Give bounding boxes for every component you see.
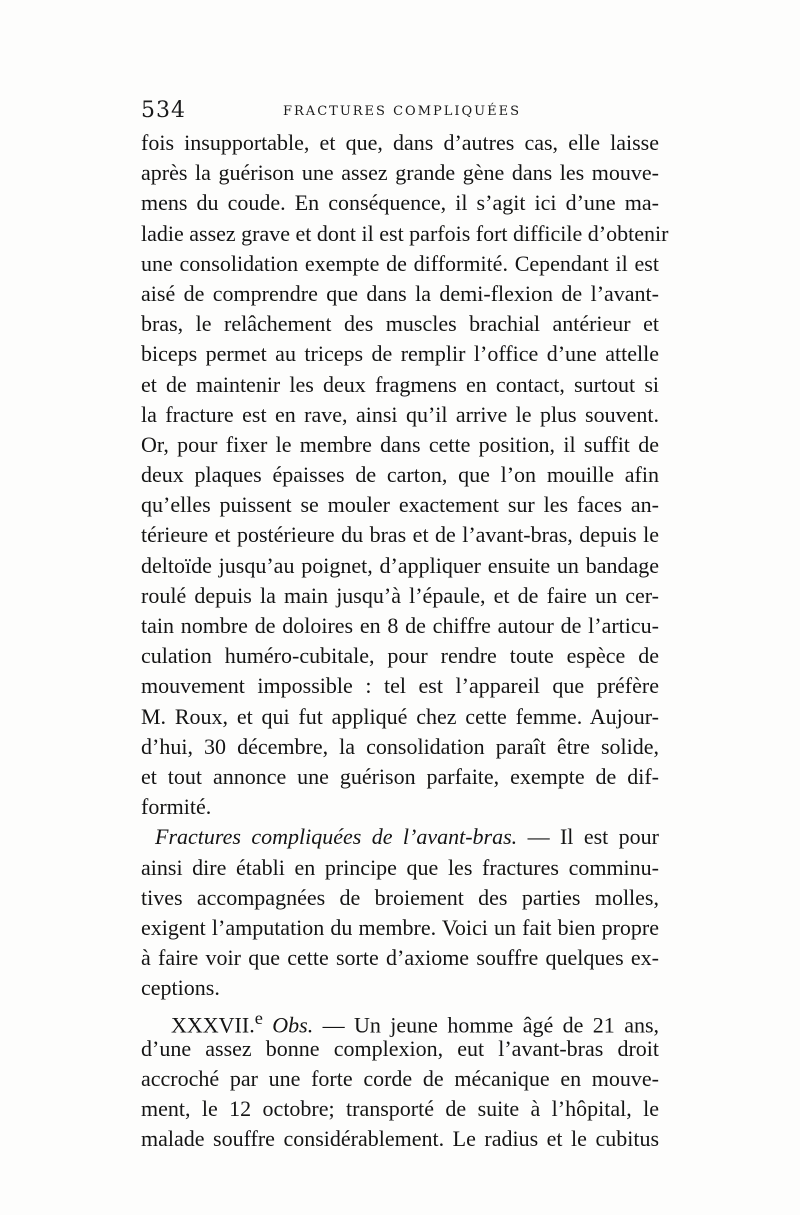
text-line: ladie assez grave et dont il est parfois fort difficile d’obtenir [141,220,669,246]
text-line: fois insupportable, et que, dans d’autres cas, elle laisse [141,130,659,155]
text-line: ceptions. [141,975,220,1001]
text-line: M. Roux, et qui fut appliqué chez cette femme. Aujour- [141,703,659,729]
text-line: tives accompagnées de broiement des parties molles, [141,884,659,910]
text-line: deltoïde jusqu’au poignet, d’appliquer ensuite un bandage [141,552,659,578]
text-line: térieure et postérieure du bras et de l’avant-bras, depuis le [141,522,659,548]
observation-label: Obs. [272,1012,314,1038]
text-line: la fracture est en rave, ainsi qu’il arrive le plus souvent. [141,401,659,427]
text-line: malade souffre considérablement. Le radius et le cubitus [141,1126,659,1152]
text-line: culation huméro-cubitale, pour rendre toute espèce de [141,643,659,669]
page-number: 534 [141,98,186,123]
text-line: d’une assez bonne complexion, eut l’avant-bras droit [141,1035,659,1061]
body-text [141,128,669,1154]
section-heading-rest: — Il est pour [527,824,659,850]
text-line: et tout annonce une guérison parfaite, exempte de dif- [141,763,659,789]
page-header [141,98,659,128]
observation-number: XXXVII. [171,1012,255,1038]
text-line: roulé depuis la main jusqu’à l’épaule, et de faire un cer- [141,582,659,608]
text-line: une consolidation exempte de difformité. Cependant il est [141,250,659,276]
text-line: ment, le 12 octobre; transporté de suite à l’hôpital, le [141,1096,659,1121]
observation-heading-line [141,1003,660,1038]
text-line: mens du coude. En conséquence, il s’agit ici d’une ma- [141,190,659,216]
observation-superscript: e [254,1008,263,1029]
text-line: deux plaques épaisses de carton, que l’on mouille afin [141,462,659,488]
text-line: ainsi dire établi en principe que les fractures comminu- [141,854,659,880]
text-line: qu’elles puissent se mouler exactement sur les faces an- [141,492,659,518]
text-line: après la guérison une assez grande gène dans les mouve- [141,160,659,186]
text-line: bras, le relâchement des muscles brachial antérieur et [141,311,659,337]
observation-first-line: — Un jeune homme âgé de 21 ans, [322,1012,660,1038]
text-line: exigent l’amputation du membre. Voici un fait bien propre [141,914,659,940]
text-line: Or, pour fixer le membre dans cette position, il suffit de [141,431,659,457]
section-heading: Fractures compliquées de l’avant-bras. [155,824,518,850]
text-line: d’hui, 30 décembre, la consolidation paraît être solide, [141,733,659,759]
running-title: FRACTURES COMPLIQUÉES [283,104,522,119]
text-line: biceps permet au triceps de remplir l’office d’une attelle [141,341,659,367]
text-line: tain nombre de doloires en 8 de chiffre autour de l’articu- [141,613,659,638]
text-line: formité. [141,794,212,820]
text-line: aisé de comprendre que dans la demi-flexion de l’avant- [141,280,659,306]
text-line: accroché par une forte corde de mécanique en mouve- [141,1065,659,1091]
section-heading-line [141,822,659,852]
text-line: et de maintenir les deux fragmens en contact, surtout si [141,371,659,397]
text-line: à faire voir que cette sorte d’axiome souffre quelques ex- [141,945,659,971]
text-line: mouvement impossible : tel est l’appareil que préfère [141,673,659,699]
